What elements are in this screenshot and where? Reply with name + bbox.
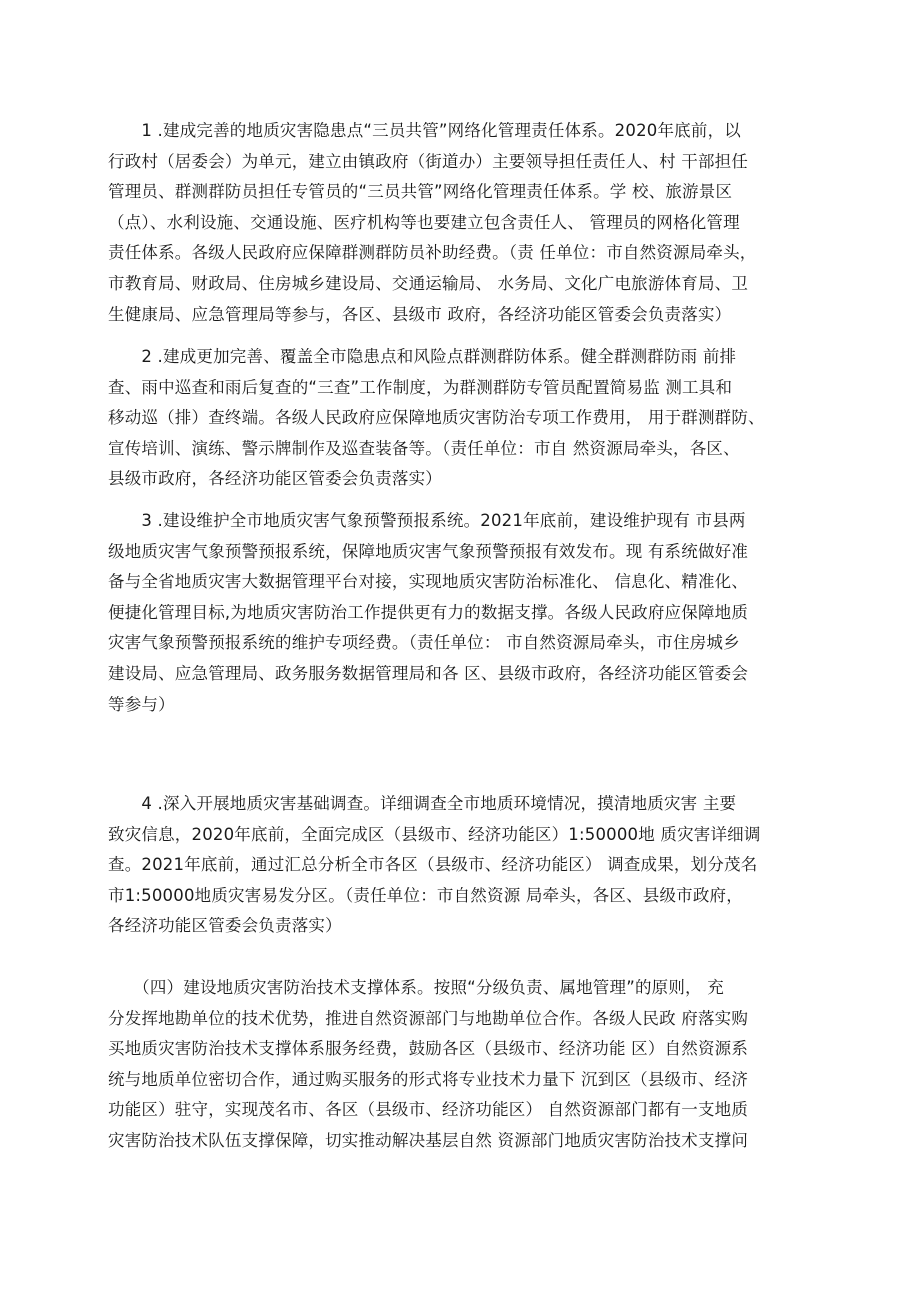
text-line: 县级市政府，各经济功能区管委会负责落实） <box>108 469 442 489</box>
text-line: 买地质灾害防治技术支撑体系服务经费，鼓励各区（县级市、经济功能 区）自然资源系 <box>108 1039 749 1059</box>
text-line: 建设局、应急管理局、政务服务数据管理局和各 区、县级市政府，各经济功能区管委会 <box>108 663 749 683</box>
paragraph-5 <box>108 973 798 1157</box>
text-line: 分发挥地勘单位的技术优势，推进自然资源部门与地勘单位合作。各级人民政 府落实购 <box>108 1008 749 1028</box>
text-line: 便捷化管理目标,为地质灾害防治工作提供更有力的数据支撑。各级人民政府应保障地质 <box>108 602 749 622</box>
text-line: 4 .深入开展地质灾害基础调查。详细调查全市地质环境情况，摸清地质灾害 主要 <box>108 794 737 813</box>
text-line: 等参与） <box>108 694 175 714</box>
text-line: 市教育局、财政局、住房城乡建设局、交通运输局、 水务局、文化广电旅游体育局、卫 <box>108 273 749 293</box>
text-line: 管理员、群测群防员担任专管员的“三员共管”网络化管理责任体系。学 校、旅游景区 <box>108 182 733 202</box>
text-line: （四）建设地质灾害防治技术支撑体系。按照“分级负责、属地管理”的原则， 充 <box>108 978 724 997</box>
paragraph-1 <box>108 116 798 330</box>
text-line: 灾害气象预警预报系统的维护专项经费。（责任单位： 市自然资源局牵头，市住房城乡 <box>108 633 740 653</box>
text-line: 查。2021年底前，通过汇总分析全市各区（县级市、经济功能区） 调查成果，划分茂名 <box>108 855 758 875</box>
paragraph-4 <box>108 789 798 942</box>
text-line: （点）、水利设施、交通设施、医疗机构等也要建立包含责任人、 管理员的网格化管理 <box>108 212 740 232</box>
text-line: 移动巡（排）查终端。各级人民政府应保障地质灾害防治专项工作费用， 用于群测群防、 <box>108 408 765 428</box>
text-line: 统与地质单位密切合作，通过购买服务的形式将专业技术力量下 沉到区（县级市、经济 <box>108 1069 749 1089</box>
text-line: 各经济功能区管委会负责落实） <box>108 916 342 936</box>
text-line: 生健康局、应急管理局等参与，各区、县级市 政府，各经济功能区管委会负责落实） <box>108 304 732 324</box>
text-line: 3 .建设维护全市地质灾害气象预警预报系统。2021年底前，建设维护现有 市县两 <box>108 511 746 530</box>
text-line: 功能区）驻守，实现茂名市、各区（县级市、经济功能区） 自然资源部门都有一支地质 <box>108 1100 749 1120</box>
text-line: 行政村（居委会）为单元，建立由镇政府（街道办）主要领导担任责任人、村 干部担任 <box>108 151 749 171</box>
text-line: 责任体系。各级人民政府应保障群测群防员补助经费。（责 任单位：市自然资源局牵头， <box>108 243 757 263</box>
text-line: 查、雨中巡查和雨后复查的“三查”工作制度，为群测群防专管员配置简易监 测工具和 <box>108 377 733 397</box>
paragraph-3 <box>108 506 798 720</box>
text-line: 2 .建成更加完善、覆盖全市隐患点和风险点群测群防体系。健全群测群防雨 前排 <box>108 347 737 366</box>
text-line: 致灾信息，2020年底前，全面完成区（县级市、经济功能区）1:50000地 质灾害详细调 <box>108 824 761 844</box>
text-line: 宣传培训、演练、警示牌制作及巡查装备等。（责任单位：市自 然资源局牵头，各区、 <box>108 438 740 458</box>
text-line: 市1:50000地质灾害易发分区。（责任单位：市自然资源 局牵头，各区、县级市政府， <box>108 885 743 905</box>
text-line: 备与全省地质灾害大数据管理平台对接，实现地质灾害防治标准化、 信息化、精准化、 <box>108 572 749 592</box>
paragraph-2 <box>108 342 798 495</box>
text-line: 级地质灾害气象预警预报系统，保障地质灾害气象预警预报有效发布。现 有系统做好准 <box>108 541 749 561</box>
text-line: 灾害防治技术队伍支撑保障，切实推动解决基层自然 资源部门地质灾害防治技术支撑问 <box>108 1130 749 1150</box>
text-line: 1 .建成完善的地质灾害隐患点“三员共管”网络化管理责任体系。2020年底前，以 <box>108 121 741 140</box>
